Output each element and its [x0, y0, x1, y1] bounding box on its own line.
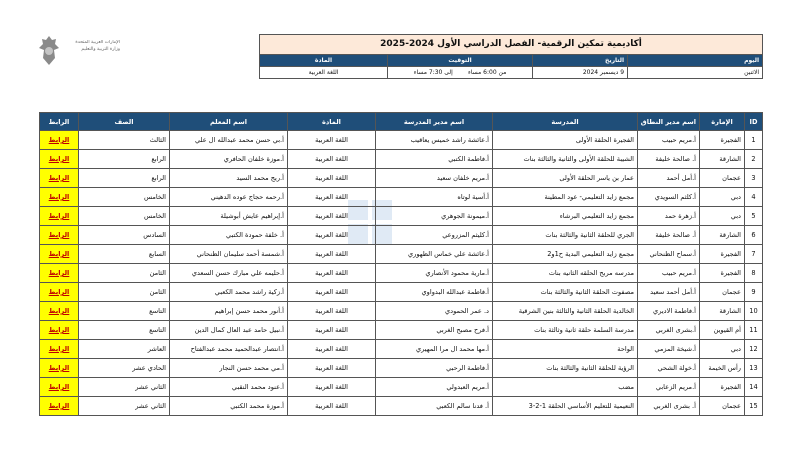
row-emirate: عجمان — [700, 283, 745, 302]
row-emirate: دبي — [700, 188, 745, 207]
logo-line-country: الإمارات العربية المتحدة — [75, 40, 120, 45]
row-emirate: رأس الخيمة — [700, 359, 745, 378]
row-zone-manager: أ.بشرى الغربي — [638, 321, 700, 340]
session-link[interactable]: الرابط — [48, 174, 70, 182]
row-id: 2 — [745, 150, 763, 169]
session-link[interactable]: الرابط — [48, 288, 70, 296]
row-emirate: الشارقة — [700, 150, 745, 169]
row-zone-manager: أ.خولة الشحي — [638, 359, 700, 378]
table-row — [40, 169, 763, 188]
session-link[interactable]: الرابط — [48, 326, 70, 334]
row-grade: الثالث — [79, 131, 170, 150]
row-subject: اللغة العربية — [288, 340, 376, 359]
col-grade: الصف — [79, 113, 170, 131]
row-id: 3 — [745, 169, 763, 188]
row-teacher: أ.أنور محمد حسن إبراهيم — [170, 302, 288, 321]
row-grade: التاسع — [79, 302, 170, 321]
row-principal: أ.مارية محمود الأنصاري — [376, 264, 493, 283]
row-id: 10 — [745, 302, 763, 321]
row-zone-manager: أ.زهرة حمد — [638, 207, 700, 226]
row-subject: اللغة العربية — [288, 302, 376, 321]
row-teacher: أ.زكية راشد محمد الكعبي — [170, 283, 288, 302]
row-link — [40, 359, 79, 378]
row-grade: الحادي عشر — [79, 359, 170, 378]
session-link[interactable]: الرابط — [48, 307, 70, 315]
row-subject: اللغة العربية — [288, 264, 376, 283]
row-id: 1 — [745, 131, 763, 150]
table-row — [40, 264, 763, 283]
row-teacher: أ. خلفة حمودة الكتبي — [170, 226, 288, 245]
table-row — [40, 378, 763, 397]
session-link[interactable]: الرابط — [48, 193, 70, 201]
time-header: التوقيت — [388, 55, 533, 67]
row-grade: الثامن — [79, 264, 170, 283]
row-grade: السابع — [79, 245, 170, 264]
table-row — [40, 245, 763, 264]
row-link — [40, 321, 79, 340]
row-link — [40, 150, 79, 169]
row-link — [40, 302, 79, 321]
day-value: الاثنين — [628, 67, 763, 79]
logo-line-ministry: وزارة التربية والتعليم — [81, 46, 120, 52]
time-value — [388, 67, 533, 79]
row-grade: الخامس — [79, 207, 170, 226]
row-subject: اللغة العربية — [288, 207, 376, 226]
row-principal: أ.فاطمة عبدالله البدواوي — [376, 283, 493, 302]
row-link — [40, 226, 79, 245]
row-zone-manager: أ. بشرى الغربي — [638, 397, 700, 416]
row-teacher: أ.نبيل حامد عبد العال كمال الدين — [170, 321, 288, 340]
row-teacher: أ.حليمه علي مبارك حسن السعدي — [170, 264, 288, 283]
row-principal: أ.مريم خلفان سعيد — [376, 169, 493, 188]
row-emirate: الفجيرة — [700, 245, 745, 264]
row-teacher: أ.موزة محمد الكتبي — [170, 397, 288, 416]
day-header: اليوم — [628, 55, 763, 67]
table-row — [40, 340, 763, 359]
row-emirate: الفجيرة — [700, 378, 745, 397]
row-link — [40, 340, 79, 359]
row-id: 4 — [745, 188, 763, 207]
logo-caption — [60, 40, 120, 53]
row-principal: أ.فرح مصبح الغربي — [376, 321, 493, 340]
row-zone-manager: أ.مريم حبيب — [638, 131, 700, 150]
row-emirate: عجمان — [700, 169, 745, 188]
row-subject: اللغة العربية — [288, 188, 376, 207]
row-link — [40, 207, 79, 226]
session-link[interactable]: الرابط — [48, 212, 70, 220]
session-link[interactable]: الرابط — [48, 250, 70, 258]
ministry-logo — [38, 34, 120, 70]
row-principal: د. عمر الحمودي — [376, 302, 493, 321]
row-principal: أ.مريم العبدولي — [376, 378, 493, 397]
date-value: 9 ديسمبر 2024 — [533, 67, 628, 79]
session-link[interactable]: الرابط — [48, 402, 70, 410]
row-id: 14 — [745, 378, 763, 397]
row-emirate: أم القيوين — [700, 321, 745, 340]
row-school: الرؤية للحلقة الثانية والثالثة بنات — [493, 359, 638, 378]
row-zone-manager: أ. صالحة خليفة — [638, 226, 700, 245]
row-principal: أ.أسية لوتاه — [376, 188, 493, 207]
table-row — [40, 359, 763, 378]
time-from: من 6:00 مساء — [468, 69, 507, 76]
col-subject: المادة — [288, 113, 376, 131]
row-school: مدرسه مربح الحلقه الثانيه بنات — [493, 264, 638, 283]
row-school: الواحة — [493, 340, 638, 359]
row-teacher: أ.موزة خلفان الحافري — [170, 150, 288, 169]
row-link — [40, 264, 79, 283]
session-link[interactable]: الرابط — [48, 383, 70, 391]
row-link — [40, 397, 79, 416]
col-zone-manager: اسم مدير النطاق — [638, 113, 700, 131]
row-id: 7 — [745, 245, 763, 264]
row-school: مدرسة السلمة حلقة ثانية وثالثة بنات — [493, 321, 638, 340]
row-school: مجمع زايد التعليمي البدية ح1و2 — [493, 245, 638, 264]
row-id: 5 — [745, 207, 763, 226]
time-to: إلى 7:30 مساء — [413, 69, 453, 76]
row-grade: الخامس — [79, 188, 170, 207]
row-teacher: أ.بي حسن محمد عبدالله ال علي — [170, 131, 288, 150]
table-row — [40, 207, 763, 226]
row-school: الشيبة للحلقة الأولى والثانية والثالثة بنات — [493, 150, 638, 169]
row-link — [40, 169, 79, 188]
row-link — [40, 188, 79, 207]
table-row — [40, 283, 763, 302]
falcon-emblem-icon — [38, 34, 60, 68]
row-grade: الرابع — [79, 169, 170, 188]
table-row — [40, 150, 763, 169]
row-emirate: عجمان — [700, 397, 745, 416]
row-subject: اللغة العربية — [288, 226, 376, 245]
row-subject: اللغة العربية — [288, 378, 376, 397]
session-link[interactable]: الرابط — [48, 231, 70, 239]
row-grade: التاسع — [79, 321, 170, 340]
row-grade: العاشر — [79, 340, 170, 359]
row-emirate: دبي — [700, 340, 745, 359]
row-teacher: أ.عنود محمد النقبي — [170, 378, 288, 397]
table-row — [40, 188, 763, 207]
row-emirate: الفجيرة — [700, 131, 745, 150]
row-id: 12 — [745, 340, 763, 359]
row-principal: أ.عائشة علي خماس الظهوري — [376, 245, 493, 264]
table-row — [40, 226, 763, 245]
row-school: الفجيرة الحلقة الأولى — [493, 131, 638, 150]
subject-value: اللغة العربية — [260, 67, 388, 79]
row-teacher: أ.إبراهيم عايش أبوشيلة — [170, 207, 288, 226]
row-zone-manager: أ.أمل أحمد سعيد — [638, 283, 700, 302]
row-emirate: دبي — [700, 207, 745, 226]
table-row — [40, 302, 763, 321]
row-subject: اللغة العربية — [288, 321, 376, 340]
row-school: عمار بن ياسر الحلقة الأولى — [493, 169, 638, 188]
row-subject: اللغة العربية — [288, 169, 376, 188]
row-grade: الثاني عشر — [79, 378, 170, 397]
row-zone-manager: أ.كلثم السويدي — [638, 188, 700, 207]
row-zone-manager: أ.مريم حبيب — [638, 264, 700, 283]
row-id: 15 — [745, 397, 763, 416]
row-teacher: أ.شمسة أحمد سليمان الظنحاني — [170, 245, 288, 264]
session-link[interactable]: الرابط — [48, 269, 70, 277]
col-link: الرابط — [40, 113, 79, 131]
row-emirate: الشارقة — [700, 302, 745, 321]
row-id: 6 — [745, 226, 763, 245]
row-school: الجري للحلقة الثانية والثالثة بنات — [493, 226, 638, 245]
row-grade: الرابع — [79, 150, 170, 169]
row-zone-manager: أ.فاطمة الاديري — [638, 302, 700, 321]
row-id: 9 — [745, 283, 763, 302]
row-school: الخالدية الحلقة الثانية والثالثة بنين الشرقية — [493, 302, 638, 321]
row-principal: أ.ميمونة الجوهري — [376, 207, 493, 226]
col-teacher: اسم المعلم — [170, 113, 288, 131]
date-header: التاريخ — [533, 55, 628, 67]
row-emirate: الفجيرة — [700, 264, 745, 283]
col-school: المدرسة — [493, 113, 638, 131]
row-principal: أ.مها محمد ال مرا المهيري — [376, 340, 493, 359]
table-row — [40, 131, 763, 150]
session-header-table — [259, 34, 763, 79]
row-subject: اللغة العربية — [288, 359, 376, 378]
row-grade: الثامن — [79, 283, 170, 302]
table-row — [40, 397, 763, 416]
row-subject: اللغة العربية — [288, 131, 376, 150]
row-grade: الثاني عشر — [79, 397, 170, 416]
subject-header: المادة — [260, 55, 388, 67]
col-school-principal: اسم مدير المدرسة — [376, 113, 493, 131]
session-link[interactable]: الرابط — [48, 345, 70, 353]
row-link — [40, 131, 79, 150]
row-school: مجمع زايد التعليمي البرشاء — [493, 207, 638, 226]
teachers-schedule-table — [39, 112, 763, 416]
col-emirate: الإمارة — [700, 113, 745, 131]
row-link — [40, 245, 79, 264]
row-zone-manager: أ.مريم الزعابي — [638, 378, 700, 397]
row-zone-manager: أ.سماح الظنحاني — [638, 245, 700, 264]
table-header-row — [40, 113, 763, 131]
row-teacher: أ.رحمه حجاج عوده الدهيني — [170, 188, 288, 207]
row-subject: اللغة العربية — [288, 283, 376, 302]
row-subject: اللغة العربية — [288, 245, 376, 264]
row-id: 8 — [745, 264, 763, 283]
row-teacher: أ.مي محمد حسن النجار — [170, 359, 288, 378]
row-grade: السادس — [79, 226, 170, 245]
row-principal: أ.فاطمة الكتبي — [376, 150, 493, 169]
row-principal: أ.عائشة راشد خميس يعاقيب — [376, 131, 493, 150]
row-id: 11 — [745, 321, 763, 340]
row-teacher: أ.ريج محمد السيد — [170, 169, 288, 188]
row-zone-manager: أ. صالحة خليفة — [638, 150, 700, 169]
row-school: مصفوت الحلقة الثانية والثالثة بنات — [493, 283, 638, 302]
row-teacher: أ.انتصار عبدالحميد محمد عبدالفتاح — [170, 340, 288, 359]
row-principal: أ.كليثم المزروعي — [376, 226, 493, 245]
session-link[interactable]: الرابط — [48, 136, 70, 144]
row-school: مضب — [493, 378, 638, 397]
row-principal: أ. فدنا سالم الكعبي — [376, 397, 493, 416]
row-id: 13 — [745, 359, 763, 378]
row-subject: اللغة العربية — [288, 397, 376, 416]
col-id: ID — [745, 113, 763, 131]
session-link[interactable]: الرابط — [48, 155, 70, 163]
row-zone-manager: أ.شيخة المزمي — [638, 340, 700, 359]
row-emirate: الشارقة — [700, 226, 745, 245]
row-school: النعيمية للتعليم الأساسي الحلقة 1-2-3 — [493, 397, 638, 416]
row-subject: اللغة العربية — [288, 150, 376, 169]
page-title: أكاديمية تمكين الرقمية- الفصل الدراسي الأول 2024-2025 — [260, 35, 763, 55]
row-school: مجمع زايد التعليمي- عود المطينة — [493, 188, 638, 207]
row-principal: أ.فاطمة الرحبي — [376, 359, 493, 378]
table-row — [40, 321, 763, 340]
row-link — [40, 283, 79, 302]
row-zone-manager: أ.أمل أحمد — [638, 169, 700, 188]
row-link — [40, 378, 79, 397]
session-link[interactable]: الرابط — [48, 364, 70, 372]
